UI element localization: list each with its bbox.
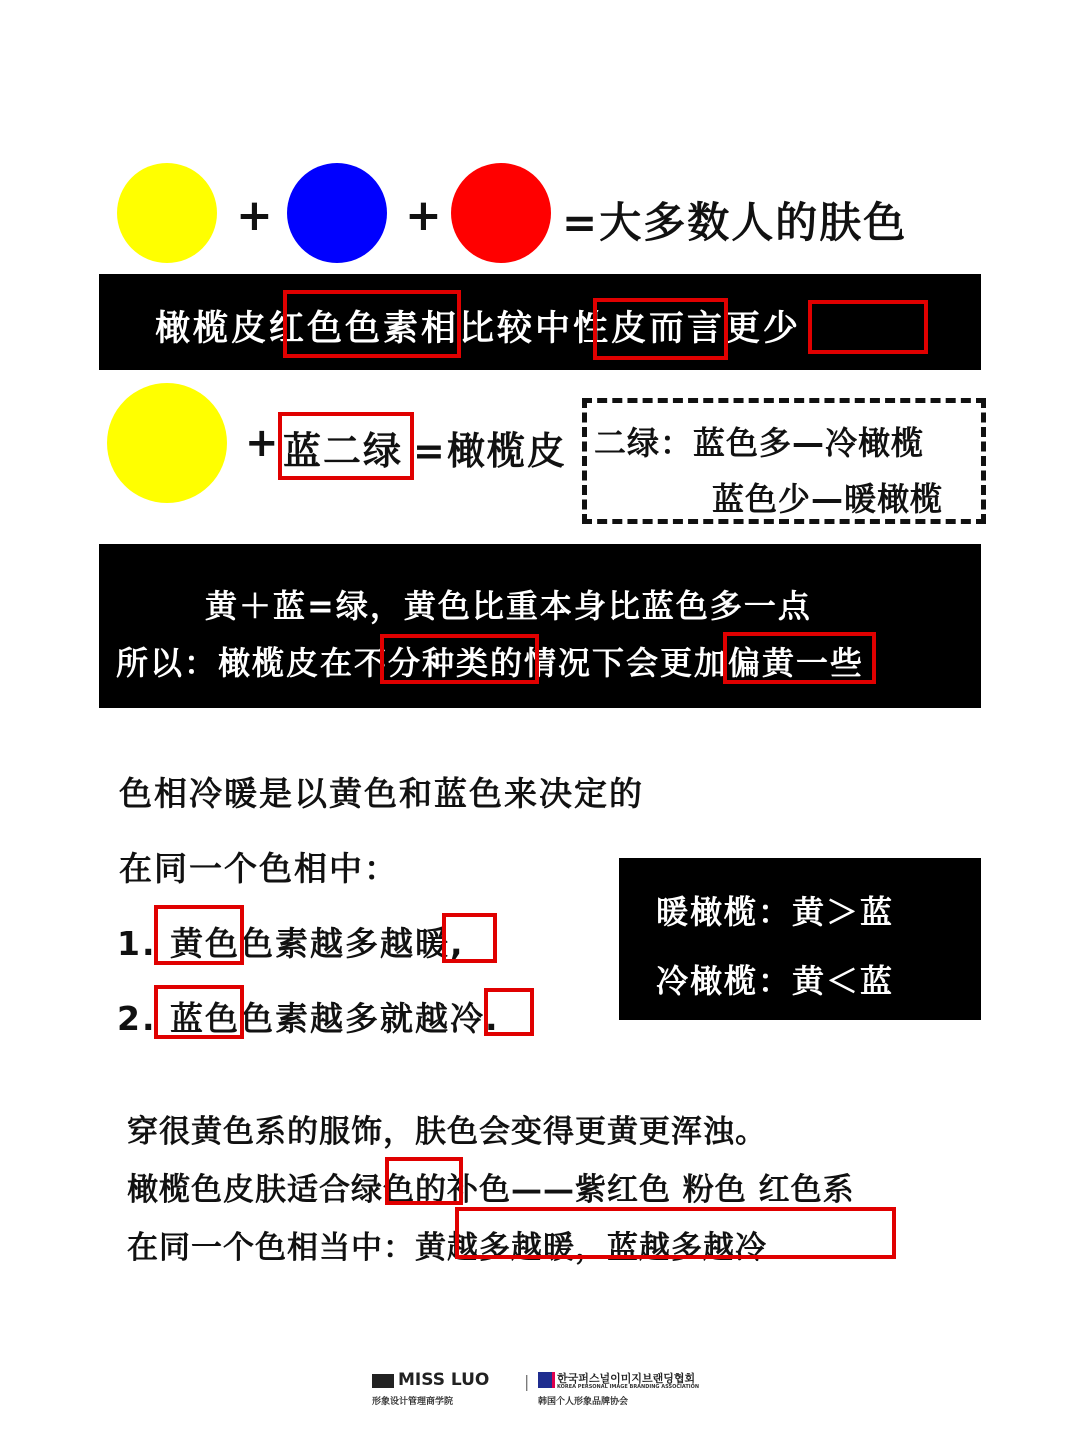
brand2-name: 한국퍼스널이미지브랜딩협회 <box>557 1372 696 1385</box>
yellow-circle <box>117 163 217 263</box>
formula-blue-two-green: 蓝二绿 <box>283 429 404 473</box>
banner2-line1: 黄＋蓝=绿，黄色比重本身比蓝色多一点 <box>205 587 812 625</box>
side-box-line1: 暖橄榄：黄＞蓝 <box>656 893 895 931</box>
highlight-blue-color <box>154 985 244 1039</box>
brand2-sub: 韩国个人形象品牌协会 <box>538 1397 629 1407</box>
highlight-warm <box>442 913 497 963</box>
plus-sign-1: + <box>236 190 273 241</box>
highlight-more-yellow <box>723 632 876 684</box>
section-item2: 2. 蓝色色素越多就越冷. <box>117 999 500 1038</box>
note-line1: 二绿：蓝色多—冷橄榄 <box>594 424 925 462</box>
formula-plus: + <box>245 420 279 466</box>
brand1-name: MISS LUO <box>398 1370 490 1390</box>
plus-sign-2: + <box>405 190 442 241</box>
highlight-yellow-blue-rule <box>455 1207 896 1259</box>
highlight-green <box>385 1157 463 1205</box>
side-box-line2: 冷橄榄：黄＜蓝 <box>656 962 895 1000</box>
footer <box>372 1370 700 1410</box>
section-subheading: 在同一个色相中： <box>119 849 399 888</box>
highlight-neutral-skin <box>593 298 728 360</box>
highlight-cold <box>484 988 534 1036</box>
warm-cool-olive-box <box>619 858 981 1020</box>
section-item1: 1. 黄色色素越多越暖, <box>117 924 465 963</box>
bottom-line2: 橄榄色皮肤适合绿色的补色——紫红色 粉色 红色系 <box>127 1172 855 1208</box>
formula-rest: =橄榄皮 <box>413 429 567 473</box>
bottom-line3: 在同一个色相当中：黄越多越暖，蓝越多越冷 <box>127 1230 767 1266</box>
highlight-red-pigment <box>283 290 461 358</box>
miss-luo-logo-icon <box>372 1374 394 1388</box>
brand2-en: KOREA PERSONAL IMAGE BRANDING ASSOCIATION <box>557 1384 700 1390</box>
highlight-no-category <box>380 634 539 684</box>
brand1-sub: 形象设计管理商学院 <box>372 1397 454 1407</box>
highlight-blue-two-green <box>278 412 414 480</box>
footer-separator: | <box>524 1372 530 1391</box>
row1-result-text: =大多数人的肤色 <box>562 198 908 247</box>
banner1-text: 橄榄皮红色色素相比较中性皮而言更少 <box>155 309 802 349</box>
bottom-line1: 穿很黄色系的服饰，肤色会变得更黄更浑浊。 <box>127 1114 767 1150</box>
banner2-line2: 所以：橄榄皮在不分种类的情况下会更加偏黄一些 <box>116 644 865 682</box>
highlight-less <box>808 300 928 354</box>
yellow-circle-2 <box>107 383 227 503</box>
highlight-yellow-color <box>154 905 244 965</box>
note-line2: 蓝色少—暖橄榄 <box>712 480 944 518</box>
kpib-logo-icon <box>538 1372 555 1388</box>
blue-circle <box>287 163 387 263</box>
red-circle <box>451 163 551 263</box>
section-heading: 色相冷暖是以黄色和蓝色来决定的 <box>119 774 644 813</box>
